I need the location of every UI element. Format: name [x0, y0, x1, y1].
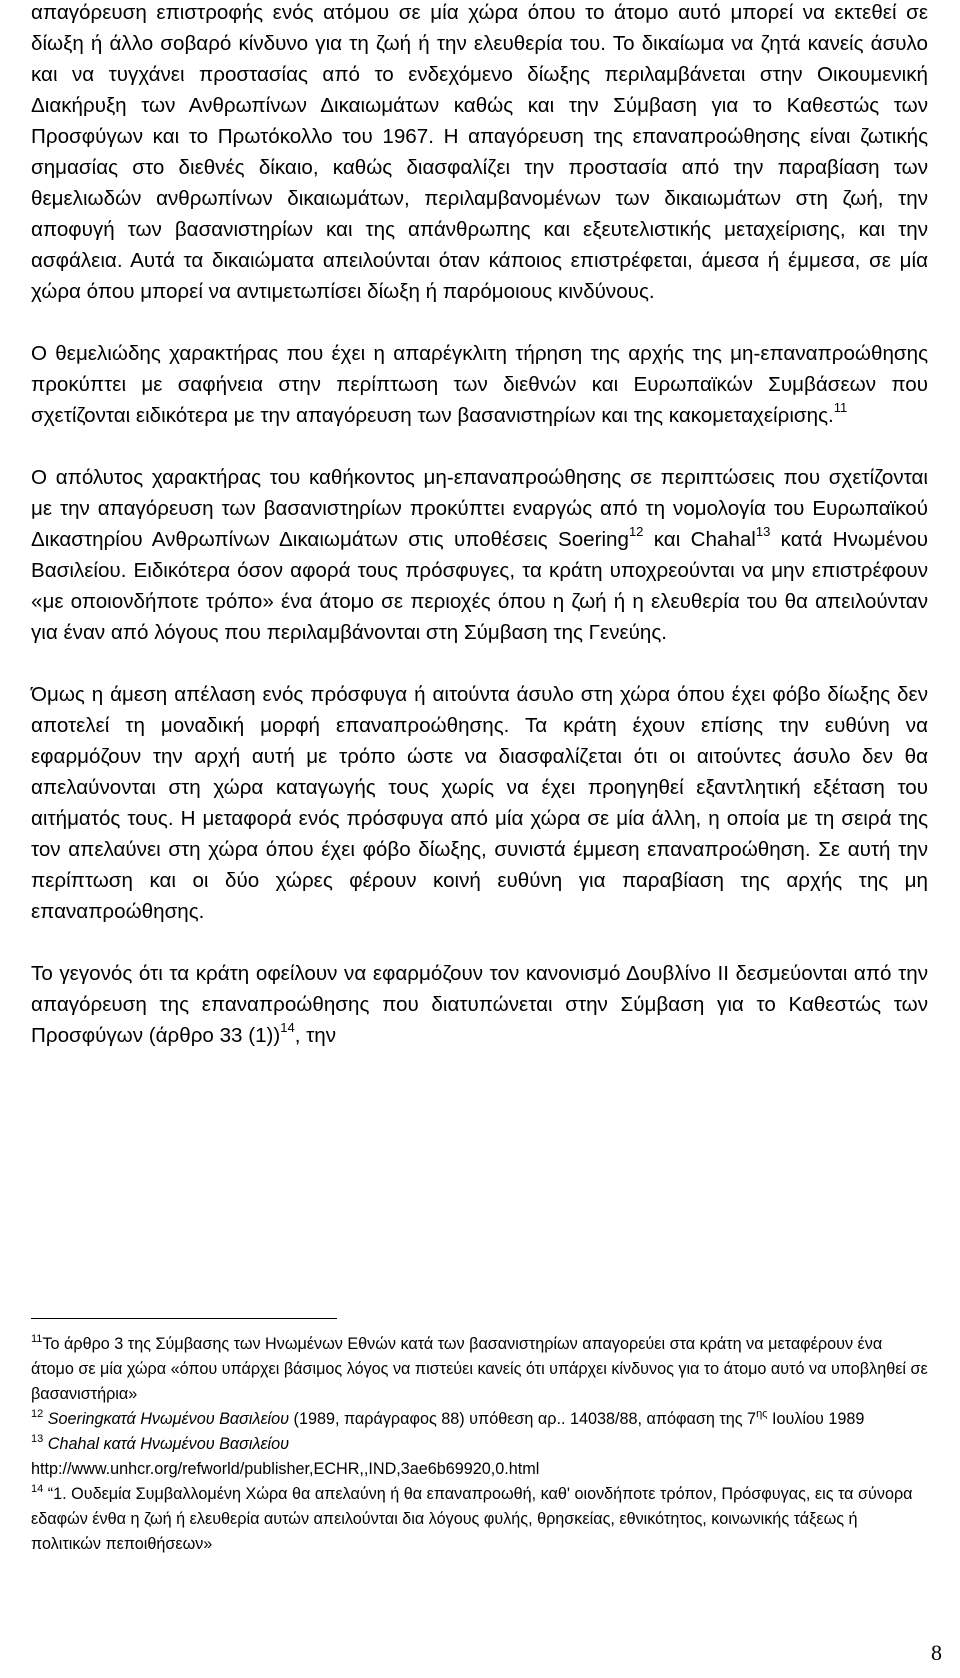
- footnote-ref-13[interactable]: 13: [755, 524, 771, 540]
- paragraph-3: [31, 462, 928, 648]
- footnote-text: “1. Ουδεμία Συμβαλλομένη Χώρα θα απελαύνη ή θα επαναπροωθή, καθ' οιονδήποτε τρόπον, Πρόσφυγας, εις τα σύνορα εδαφών ένθα η ζωή ή ελευθερία αυτών απειλούνται δια λόγους φυλής, θρησκείας, εθνικότητος, κοινωνικής τάξεως ή πολιτικών πεποιθήσεων»: [31, 1485, 913, 1553]
- footnote-11: [31, 1332, 928, 1407]
- footnote-url-link[interactable]: http://www.unhcr.org/refworld/publisher,ECHR,,IND,3ae6b69920,0.html: [31, 1460, 540, 1478]
- paragraph-5: [31, 958, 928, 1051]
- paragraph-1: [31, 0, 928, 307]
- paragraph-2-text: Ο θεμελιώδης χαρακτήρας που έχει η απαρέγκλιτη τήρηση της αρχής της μη-επαναπροώθησης προκύπτει με σαφήνεια στην περίπτωση των διεθνών και Ευρωπαϊκών Συμβάσεων που σχετίζονται ειδικότερα με την απαγόρευση των βασανιστηρίων και της κακομεταχείρισης.: [31, 342, 928, 427]
- footnotes: [31, 1332, 928, 1557]
- footnote-ref-14[interactable]: 14: [280, 1020, 295, 1036]
- footnote-text: Το άρθρο 3 της Σύμβασης των Ηνωμένων Εθνών κατά των βασανιστηρίων απαγορεύει στα κράτη να μεταφέρουν ένα άτομο σε μία χώρα «όπου υπάρχει βάσιμος λόγος να πιστεύει κανείς ότι υπάρχει κίνδυνος για το άτομο αυτό να υποβληθεί σε βασανιστήρια»: [31, 1335, 928, 1403]
- footnote-14: [31, 1482, 928, 1557]
- footnote-case-title: Chahal κατά Ηνωμένου Βασιλείου: [47, 1435, 290, 1453]
- footnote-text-end: Ιουλίου 1989: [767, 1410, 865, 1428]
- paragraph-1-text: απαγόρευση επιστροφής ενός ατόμου σε μία χώρα όπου το άτομο αυτό μπορεί να εκτεθεί σε δίωξη ή άλλο σοβαρό κίνδυνο για τη ζωή ή την ελευθερία του. Το δικαίωμα να ζητά κανείς άσυλο και να τυγχάνει προστασίας από το ενδεχόμενο δίωξης περιλαμβάνεται στην Οικουμενική Διακήρυξη των Ανθρωπίνων Δικαιωμάτων καθώς και την Σύμβαση για το Καθεστώς των Προσφύγων και το Πρωτόκολλο του 1967. Η απαγόρευση της επαναπροώθησης είναι ζωτικής σημασίας στο διεθνές δίκαιο, καθώς διασφαλίζει την προστασία από την παραβίαση των θεμελιωδών ανθρωπίνων δικαιωμάτων, περιλαμβανομένων των δικαιωμάτων στη ζωή, την αποφυγή των βασανιστηρίων και της απάνθρωπης και εξευτελιστικής μεταχείρισης, και την ασφάλεια. Αυτά τα δικαιώματα απειλούνται όταν κάποιος επιστρέφεται, άμεσα ή έμμεσα, σε μία χώρα όπου μπορεί να αντιμετωπίσει δίωξη ή παρόμοιους κινδύνους.: [31, 1, 928, 303]
- paragraph-3-text-b: και Chahal: [643, 528, 756, 551]
- main-text: [31, 0, 928, 1051]
- footnote-ref-12[interactable]: 12: [628, 524, 644, 540]
- footnote-12: [31, 1407, 928, 1432]
- ordinal-suffix: ης: [756, 1407, 768, 1420]
- footnote-number: 12: [31, 1407, 44, 1420]
- footnote-number: 11: [31, 1332, 43, 1345]
- footnote-ref-11[interactable]: 11: [833, 400, 848, 416]
- paragraph-3-text-a: Ο απόλυτος χαρακτήρας του καθήκοντος μη-επαναπροώθησης σε περιπτώσεις που σχετίζονται με την απαγόρευση των βασανιστηρίων προκύπτει εναργώς από τη νομολογία του Ευρωπαϊκού Δικαστηρίου Ανθρωπίνων Δικαιωμάτων στις υποθέσεις Soering: [31, 466, 928, 551]
- footnote-case-title: Soeringκατά Ηνωμένου Βασιλείου: [47, 1410, 290, 1428]
- page-number: 8: [931, 1640, 942, 1665]
- paragraph-5-text-b: , την: [294, 1024, 337, 1047]
- footnote-separator: [31, 1318, 337, 1319]
- footnote-number: 13: [31, 1432, 44, 1445]
- paragraph-4-text: Όμως η άμεση απέλαση ενός πρόσφυγα ή αιτούντα άσυλο στη χώρα όπου έχει φόβο δίωξης δεν αποτελεί τη μοναδική μορφή επαναπροώθησης. Τα κράτη έχουν επίσης την ευθύνη να εφαρμόζουν την αρχή αυτή με τρόπο ώστε να διασφαλίζεται ότι οι αιτούντες άσυλο δεν θα απελαύνονται στη χώρα καταγωγής τους χωρίς να έχει προηγηθεί εξαντλητική εξέταση του αιτήματός τους. Η μεταφορά ενός πρόσφυγα από μία χώρα σε μία άλλη, η οποία με τη σειρά της τον απελαύνει στη χώρα όπου έχει φόβο δίωξης, συνιστά έμμεση επαναπροώθηση. Σε αυτή την περίπτωση και οι δύο χώρες φέρουν κοινή ευθύνη για παραβίαση της αρχής της μη επαναπροώθησης.: [31, 683, 928, 923]
- footnote-number: 14: [31, 1482, 44, 1495]
- footnote-text: (1989, παράγραφος 88) υπόθεση αρ.. 14038/88, απόφαση της 7: [289, 1410, 757, 1428]
- paragraph-5-text-a: Το γεγονός ότι τα κράτη οφείλουν να εφαρμόζουν τον κανονισμό Δουβλίνο ΙΙ δεσμεύονται από την απαγόρευση της επαναπροώθησης που διατυπώνεται στην Σύμβαση για το Καθεστώς των Προσφύγων (άρθρο 33 (1)): [31, 962, 928, 1047]
- paragraph-3-text-c: κατά Ηνωμένου Βασιλείου. Ειδικότερα όσον αφορά τους πρόσφυγες, τα κράτη υποχρεούνται να μην επιστρέφουν «με οποιονδήποτε τρόπο» ένα άτομο σε περιοχές όπου η ζωή ή η ελευθερία του θα απειλούνταν για έναν από λόγους που περιλαμβάνονται στη Σύμβαση της Γενεύης.: [31, 528, 929, 644]
- footnote-13: [31, 1432, 928, 1482]
- paragraph-4: [31, 679, 928, 927]
- paragraph-2: [31, 338, 928, 431]
